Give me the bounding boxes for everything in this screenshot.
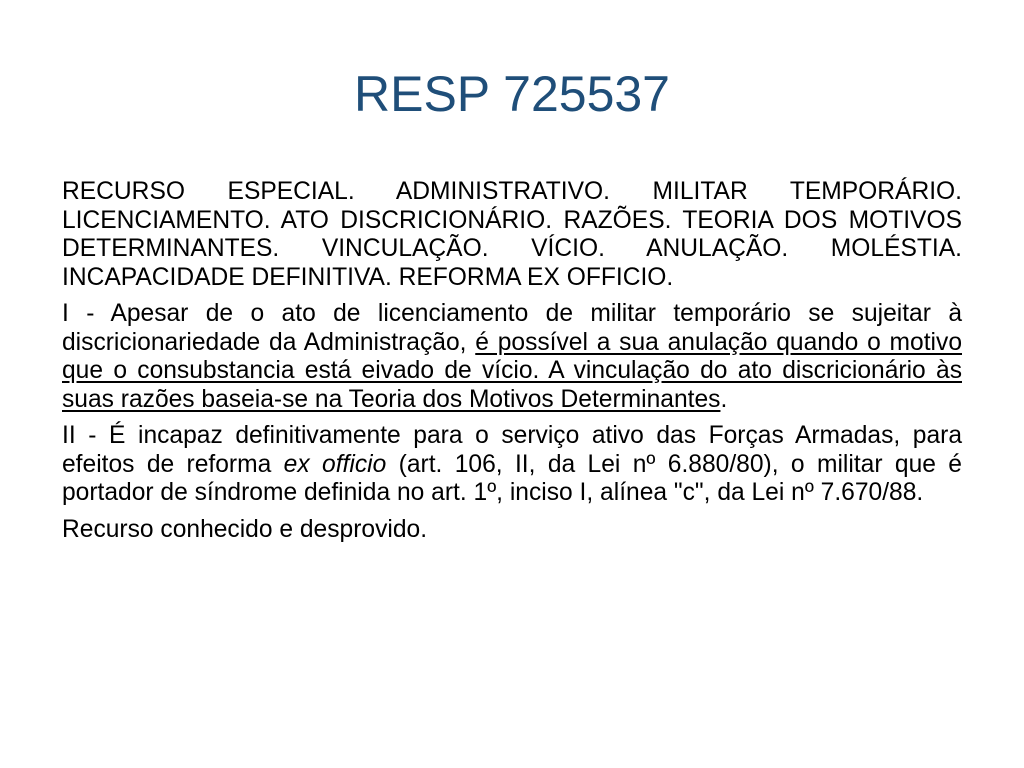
item-1-paragraph (62, 300, 962, 414)
item-1-underlined-text: é possível a sua anulação quando o motivo que o consubstancia está eivado de vício. A vinculação do ato discricionário às suas razões baseia-se na Teoria dos Motivos Determinantes (62, 328, 962, 413)
item-2-end: (art. 106, II, da Lei nº 6.880/80), o militar que é portador de síndrome definida no art. 1º, inciso I, alínea "c", da Lei nº 7.670/88. (62, 450, 962, 506)
slide-body (62, 178, 962, 552)
item-1-text: I - Apesar de o ato de licenciamento de militar temporário se sujeitar à discricionariedade da Administração, (62, 300, 962, 356)
item-2-italic-text: ex officio (283, 450, 387, 478)
item-2-paragraph (62, 422, 962, 508)
conclusion-paragraph: Recurso conhecido e desprovido. (62, 515, 428, 543)
item-1-end: . (720, 385, 728, 413)
item-2-text: II - É incapaz definitivamente para o serviço ativo das Forças Armadas, para efeitos de reforma (62, 422, 962, 478)
ementa-paragraph: RECURSO ESPECIAL. ADMINISTRATIVO. MILITAR TEMPORÁRIO. LICENCIAMENTO. ATO DISCRICIONÁRIO. RAZÕES. TEORIA DOS MOTIVOS DETERMINANTES. VINCULAÇÃO. VÍCIO. ANULAÇÃO. MOLÉSTIA. INCAPACIDADE DEFINITIVA. REFORMA EX OFFICIO. (62, 178, 962, 291)
slide-title: RESP 725537 (354, 66, 670, 122)
